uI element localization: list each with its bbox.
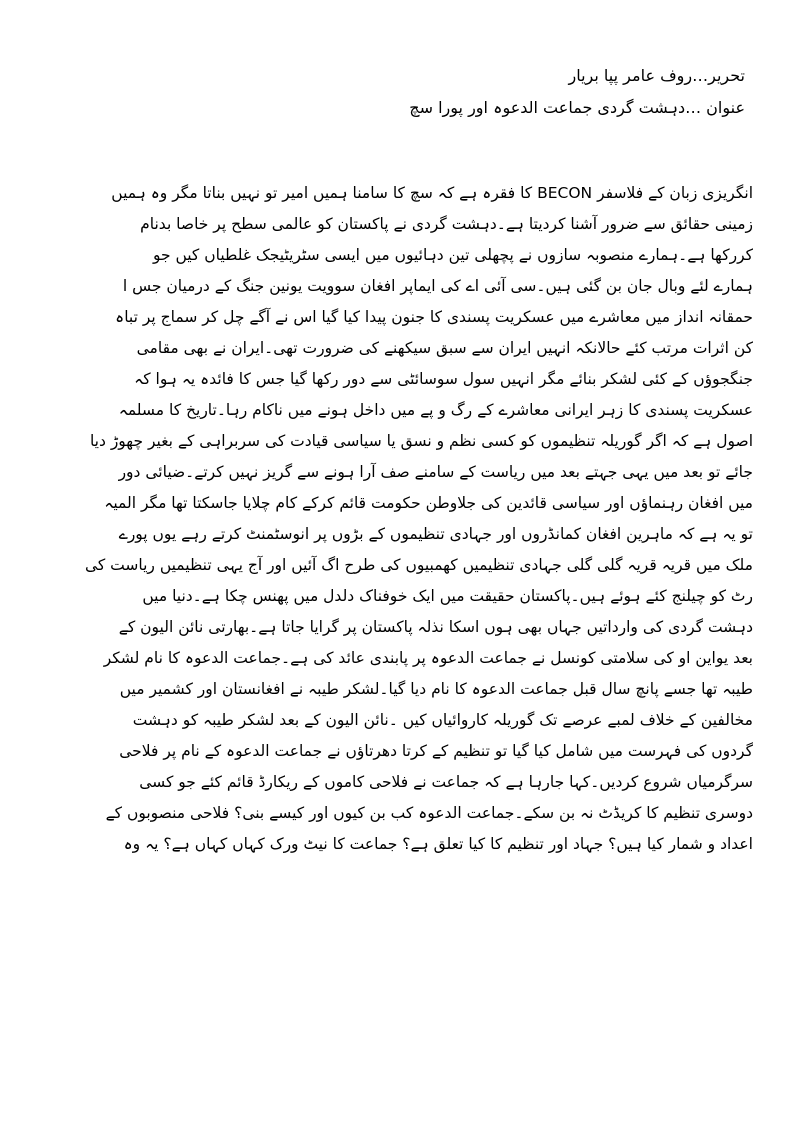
body-line: اصول ہے کہ اگر گوریلہ تنظیموں کو کسی نظم و نسق یا سیاسی قیادت کی سربراہی کے بغیر چھوڑ دیا [89,432,753,450]
body-line: مخالفین کے خلاف لمبے عرصے تک گوریلہ کاروائیاں کیں ۔نائن الیون کے بعد لشکر طیبہ کو دہشت [132,711,753,729]
body-line: ملک میں قریہ قریہ گلی گلی جہادی تنظیمیں کھمبیوں کی طرح اگ آئیں اور آج یہی تنظیمیں ریاست کی [84,556,753,574]
article-body [40,178,753,860]
body-line: ہمارے لئے وبال جان بن گئی ہیں۔سی آئی اے کی ایماپر افغان سوویت یونین جنگ کے درمیان جس ا [122,277,753,295]
author-line: تحریر…روف عامر پپا بریار [568,66,745,85]
body-line: میں افغان رہنماؤں اور سیاسی قائدین کی جلاوطن حکومت قائم کرکے کام چلایا جاسکتا تھا مگر المیہ [104,494,753,512]
body-line: تو یہ ہے کہ ماہرین افغان کمانڈروں اور جہادی تنظیموں کے بڑوں پر انوسٹمنٹ کرتے رہے یوں پورے [118,525,753,543]
body-line: زمینی حقائق سے ضرور آشنا کردیتا ہے۔دہشت گردی نے پاکستان کو عالمی سطح پر خاصا بدنام [140,215,753,233]
body-line: کن اثرات مرتب کئے حالانکہ انہیں ایران سے سبق سیکھنے کی ضرورت تھی۔ایران نے بھی مقامی [136,339,753,357]
body-line: انگریزی زبان کے فلاسفر BECON کا فقرہ ہے کہ سچ کا سامنا ہمیں امیر تو نہیں بناتا مگر وہ ہمیں [111,184,753,202]
body-line: بعد یواین او کی سلامتی کونسل نے جماعت الدعوہ پر پابندی عائد کی ہے۔جماعت الدعوہ کا نام لشکر [103,649,753,667]
body-line: دہشت گردی کی وارداتیں جہاں بھی ہوں اسکا نذلہ پاکستان پر گرایا جاتا ہے۔بھارتی نائن الیون کے [118,618,753,636]
body-line: سرگرمیاں شروع کردیں۔کہا جارہا ہے کہ جماعت نے فلاحی کاموں کے ریکارڈ قائم کئے جو کسی [139,773,753,791]
body-line: اعداد و شمار کیا ہیں؟ جہاد اور تنظیم کا کیا تعلق ہے؟ جماعت کا نیٹ ورک کہاں کہاں ہے؟ یہ وہ [123,835,753,853]
body-line: جنگجوؤں کے کئی لشکر بنائے مگر انہیں سول سوسائٹی سے دور رکھا گیا جس کا فائدہ یہ ہوا کہ [134,370,753,388]
body-line: رٹ کو چیلنج کئے ہوئے ہیں۔پاکستان حقیقت میں ایک خوفناک دلدل میں پھنس چکا ہے۔دنیا میں [142,587,753,605]
title-line: عنوان …دہشت گردی جماعت الدعوہ اور پورا سچ [409,98,745,117]
body-line: عسکریت پسندی کا زہر ایرانی معاشرے کے رگ و پے میں داخل ہونے میں ناکام رہا۔تاریخ کا مسلمہ [118,401,753,419]
body-line: دوسری تنظیم کا کریڈٹ نہ بن سکے۔جماعت الدعوہ کب بن کیوں اور کیسے بنی؟ فلاحی منصوبوں کے [105,804,753,822]
body-line: کررکھا ہے۔ہمارے منصوبہ سازوں نے پچھلی تین دہائیوں میں ایسی سٹریٹیجک غلطیاں کیں جو [152,246,753,264]
body-line: گردوں کی فہرست میں شامل کیا گیا تو تنظیم کے کرتا دھرتاؤں نے جماعت الدعوہ کے نام پر فلاحی [119,742,753,760]
body-line: جائے تو بعد میں یہی جہتے بعد میں ریاست کے سامنے صف آرا ہونے سے گریز نہیں کرتے۔ضیائی دور [118,463,753,481]
body-line: حمقانہ انداز میں معاشرے میں عسکریت پسندی کا جنون پیدا کیا گیا اس نے آگے چل کر سماج پر تباہ [115,308,753,326]
body-line: طیبہ تھا جسے پانچ سال قبل جماعت الدعوہ کا نام دیا گیا۔لشکر طیبہ نے افغانستان اور کشمیر میں [119,680,753,698]
